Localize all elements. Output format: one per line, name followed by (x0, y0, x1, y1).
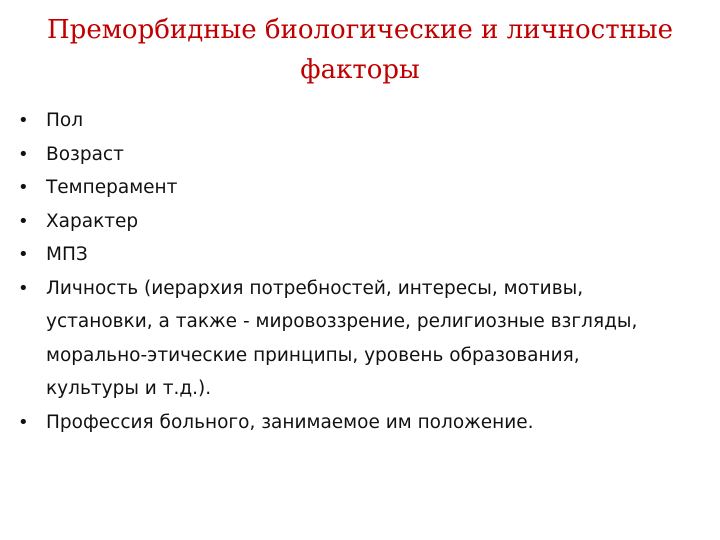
bullet-icon: • (18, 143, 29, 165)
list-item-text: Пол (46, 110, 84, 131)
title-line-2: факторы (300, 55, 420, 85)
list-item-sex (18, 104, 678, 138)
list-item-profession (18, 406, 678, 440)
list-item-text: Профессия больного, занимаемое им положение. (46, 411, 534, 433)
bullet-icon: • (18, 110, 29, 131)
list-item-mpz (18, 238, 678, 272)
list-item-text: МПЗ (46, 244, 88, 265)
list-item-text: Характер (46, 210, 139, 232)
list-item-character (18, 205, 678, 239)
list-item-text: Личность (иерархия потребностей, интересы, мотивы, установки, а также - мировоззрение, религиозные взгляды, морально-этические принципы, уровень образования, культуры и т.д.). (46, 277, 638, 399)
list-item-text: Возраст (46, 143, 124, 165)
list-item-text: Темперамент (46, 177, 178, 198)
bullet-icon: • (18, 244, 29, 265)
list-item-temperament (18, 171, 678, 205)
slide-title (24, 10, 696, 90)
bullet-icon: • (18, 177, 29, 198)
title-line-1: Преморбидные биологические и личностные (47, 15, 673, 45)
bullet-icon: • (18, 277, 29, 299)
bullet-list (18, 104, 678, 439)
bullet-icon: • (18, 210, 29, 232)
list-item-personality (18, 272, 678, 406)
list-item-age (18, 138, 678, 172)
bullet-icon: • (18, 411, 29, 433)
